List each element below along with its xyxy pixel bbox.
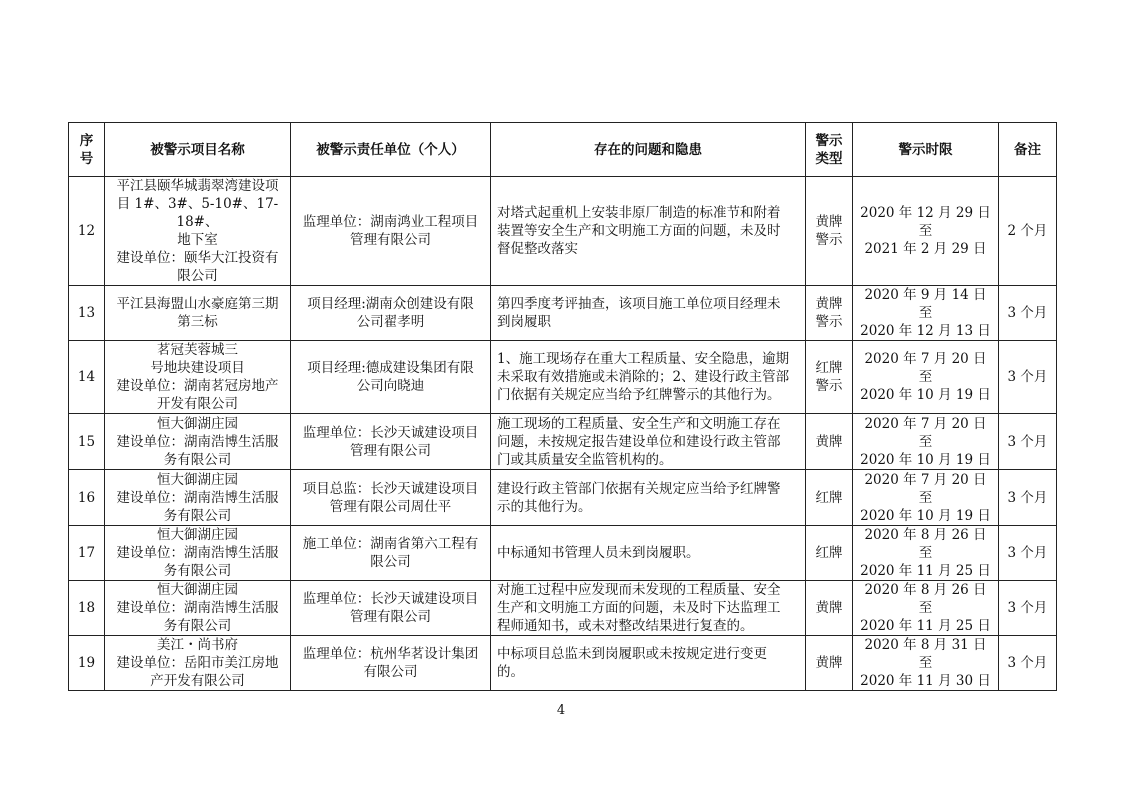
table-body bbox=[69, 177, 1057, 691]
cell-type: 红牌 bbox=[806, 526, 853, 581]
cell-unit: 项目经理:湖南众创建设有限 公司翟孝明 bbox=[291, 286, 491, 341]
cell-project: 恒大御湖庄园 建设单位：湖南浩博生活服 务有限公司 bbox=[105, 526, 291, 581]
cell-problem: 施工现场的工程质量、安全生产和文明施工存在 问题，未按规定报告建设单位和建设行政主管部 门或其质量安全监管机构的。 bbox=[491, 414, 806, 470]
cell-project: 恒大御湖庄园 建设单位：湖南浩博生活服 务有限公司 bbox=[105, 470, 291, 526]
cell-type: 红牌 bbox=[806, 470, 853, 526]
cell-note: 3 个月 bbox=[999, 581, 1057, 636]
cell-problem: 对塔式起重机上安装非原厂制造的标准节和附着 装置等安全生产和文明施工方面的问题，未及时 督促整改落实 bbox=[491, 177, 806, 286]
cell-period: 2020 年 12 月 29 日至 2021 年 2 月 29 日 bbox=[853, 177, 999, 286]
cell-project: 恒大御湖庄园 建设单位：湖南浩博生活服 务有限公司 bbox=[105, 414, 291, 470]
cell-note: 3 个月 bbox=[999, 470, 1057, 526]
header-note: 备注 bbox=[999, 123, 1057, 177]
cell-period: 2020 年 8 月 26 日至 2020 年 11 月 25 日 bbox=[853, 581, 999, 636]
cell-unit: 监理单位：长沙天诚建设项目 管理有限公司 bbox=[291, 414, 491, 470]
cell-unit: 施工单位：湖南省第六工程有 限公司 bbox=[291, 526, 491, 581]
cell-problem: 1、施工现场存在重大工程质量、安全隐患，逾期 未采取有效措施或未消除的；2、建设行政主管部 门依据有关规定应当给予红牌警示的其他行为。 bbox=[491, 341, 806, 414]
table-row bbox=[69, 581, 1057, 636]
cell-period: 2020 年 8 月 26 日至 2020 年 11 月 25 日 bbox=[853, 526, 999, 581]
cell-problem: 第四季度考评抽查，该项目施工单位项目经理未 到岗履职 bbox=[491, 286, 806, 341]
cell-type: 黄牌 bbox=[806, 414, 853, 470]
cell-note: 2 个月 bbox=[999, 177, 1057, 286]
cell-unit: 监理单位：长沙天诚建设项目 管理有限公司 bbox=[291, 581, 491, 636]
cell-no: 14 bbox=[69, 341, 105, 414]
table-row bbox=[69, 470, 1057, 526]
table-row bbox=[69, 177, 1057, 286]
cell-no: 15 bbox=[69, 414, 105, 470]
cell-period: 2020 年 9 月 14 日至 2020 年 12 月 13 日 bbox=[853, 286, 999, 341]
header-period: 警示时限 bbox=[853, 123, 999, 177]
header-type: 警示 类型 bbox=[806, 123, 853, 177]
cell-unit: 项目总监：长沙天诚建设项目 管理有限公司周仕平 bbox=[291, 470, 491, 526]
cell-no: 17 bbox=[69, 526, 105, 581]
header-no: 序 号 bbox=[69, 123, 105, 177]
cell-problem: 建设行政主管部门依据有关规定应当给予红牌警 示的其他行为。 bbox=[491, 470, 806, 526]
cell-type: 黄牌 警示 bbox=[806, 286, 853, 341]
cell-type: 红牌 警示 bbox=[806, 341, 853, 414]
cell-project: 平江县海盟山水豪庭第三期 第三标 bbox=[105, 286, 291, 341]
header-project: 被警示项目名称 bbox=[105, 123, 291, 177]
cell-note: 3 个月 bbox=[999, 636, 1057, 691]
table-row bbox=[69, 341, 1057, 414]
cell-no: 16 bbox=[69, 470, 105, 526]
cell-project: 美江・尚书府 建设单位：岳阳市美江房地 产开发有限公司 bbox=[105, 636, 291, 691]
cell-no: 13 bbox=[69, 286, 105, 341]
table-row bbox=[69, 636, 1057, 691]
cell-no: 12 bbox=[69, 177, 105, 286]
cell-project: 茗冠芙蓉城三 号地块建设项目 建设单位：湖南茗冠房地产 开发有限公司 bbox=[105, 341, 291, 414]
cell-problem: 中标项目总监未到岗履职或未按规定进行变更 的。 bbox=[491, 636, 806, 691]
cell-problem: 对施工过程中应发现而未发现的工程质量、安全 生产和文明施工方面的问题，未及时下达监理工 程师通知书，或未对整改结果进行复查的。 bbox=[491, 581, 806, 636]
cell-project: 平江县颐华城翡翠湾建设项 目 1#、3#、5-10#、17-18#、 地下室 建设单位：颐华大江投资有 限公司 bbox=[105, 177, 291, 286]
cell-project: 恒大御湖庄园 建设单位：湖南浩博生活服 务有限公司 bbox=[105, 581, 291, 636]
cell-note: 3 个月 bbox=[999, 414, 1057, 470]
cell-unit: 项目经理:德成建设集团有限 公司向晓迪 bbox=[291, 341, 491, 414]
table-row bbox=[69, 414, 1057, 470]
table-header-row bbox=[69, 123, 1057, 177]
cell-period: 2020 年 7 月 20 日至 2020 年 10 月 19 日 bbox=[853, 341, 999, 414]
header-problem: 存在的问题和隐患 bbox=[491, 123, 806, 177]
page-number: 4 bbox=[556, 703, 566, 718]
warning-table bbox=[68, 122, 1057, 691]
cell-period: 2020 年 8 月 31 日至 2020 年 11 月 30 日 bbox=[853, 636, 999, 691]
cell-no: 18 bbox=[69, 581, 105, 636]
cell-type: 黄牌 警示 bbox=[806, 177, 853, 286]
cell-type: 黄牌 bbox=[806, 636, 853, 691]
table-row bbox=[69, 286, 1057, 341]
cell-type: 黄牌 bbox=[806, 581, 853, 636]
header-unit: 被警示责任单位（个人） bbox=[291, 123, 491, 177]
cell-no: 19 bbox=[69, 636, 105, 691]
cell-period: 2020 年 7 月 20 日至 2020 年 10 月 19 日 bbox=[853, 414, 999, 470]
cell-period: 2020 年 7 月 20 日至 2020 年 10 月 19 日 bbox=[853, 470, 999, 526]
cell-note: 3 个月 bbox=[999, 341, 1057, 414]
cell-problem: 中标通知书管理人员未到岗履职。 bbox=[491, 526, 806, 581]
table-row bbox=[69, 526, 1057, 581]
cell-note: 3 个月 bbox=[999, 526, 1057, 581]
cell-unit: 监理单位：杭州华茗设计集团 有限公司 bbox=[291, 636, 491, 691]
cell-unit: 监理单位：湖南鸿业工程项目 管理有限公司 bbox=[291, 177, 491, 286]
cell-note: 3 个月 bbox=[999, 286, 1057, 341]
